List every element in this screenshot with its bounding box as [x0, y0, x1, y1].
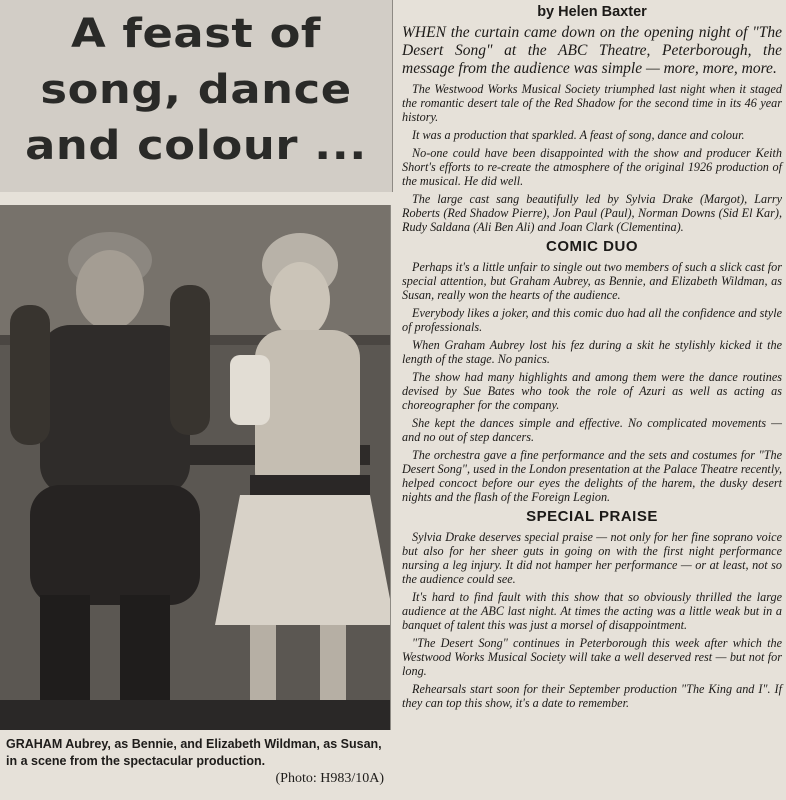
article-paragraph: It was a production that sparkled. A feast of song, dance and colour.	[412, 128, 745, 142]
photo-caption	[6, 736, 384, 787]
article-paragraph: Rehearsals start soon for their September production "The King and I". If they can top this show, it's a date to remember.	[402, 682, 782, 710]
headline	[0, 6, 416, 174]
article-paragraph: She kept the dances simple and effective. No complicated movements — and no out of step dancers.	[402, 416, 782, 444]
article-paragraph: The large cast sang beautifully led by Sylvia Drake (Margot), Larry Roberts (Red Shadow Pierre), Jon Paul (Paul), Norman Downs (Sid El Kar), Rudy Saldana (Ali Ben Ali) and Joan Clark (Clementina).	[402, 192, 782, 234]
article-paragraph: Everybody likes a joker, and this comic duo had all the confidence and style of professionals.	[402, 306, 782, 334]
article-paragraph: "The Desert Song" continues in Peterborough this week after which the Westwood Works Musical Society will take a well deserved rest — but not for long.	[402, 636, 782, 678]
article-paragraph: Perhaps it's a little unfair to single out two members of such a slick cast for special attention, but Graham Aubrey, as Bennie, and Elizabeth Wildman, as Susan, really won the hearts of the audience.	[402, 260, 782, 302]
subhead-comic-duo: COMIC DUO	[546, 238, 638, 255]
article-paragraph: It's hard to find fault with this show that so obviously thrilled the large audience at the ABC last night. At times the acting was a little weak but in a banquet of talent this was just a morsel of disappointment.	[402, 590, 782, 632]
article-paragraph: The show had many highlights and among them were the dance routines devised by Sue Bates who took the role of Azuri as well as acting as choreographer for the company.	[402, 370, 782, 412]
article-paragraph: The orchestra gave a fine performance and the sets and costumes for "The Desert Song", used in the London presentation at the Palace Theatre recently, helped concoct before our eyes the delights of the harem, the dusky desert nights and the flash of the Foreign Legion.	[402, 448, 782, 504]
article-paragraph: The Westwood Works Musical Society triumphed last night when it staged the romantic desert tale of the Red Shadow for the second time in its 46 year history.	[402, 82, 782, 124]
article-paragraph: When Graham Aubrey lost his fez during a skit he stylishly kicked it the length of the stage. No panics.	[402, 338, 782, 366]
byline: by Helen Baxter	[537, 4, 647, 20]
photo-illustration	[0, 205, 390, 730]
headline-line: and colour ...	[25, 123, 367, 169]
article-paragraph: No-one could have been disappointed with the show and producer Keith Short's efforts to re-create the atmosphere of the original 1926 production of the musical. He did well.	[402, 146, 782, 188]
production-photo	[0, 205, 391, 730]
caption-text: GRAHAM Aubrey, as Bennie, and Elizabeth Wildman, as Susan, in a scene from the spectacular production.	[6, 737, 382, 768]
headline-line: A feast of	[71, 11, 321, 57]
photo-credit: (Photo: H983/10A)	[275, 771, 384, 786]
article-paragraph: Sylvia Drake deserves special praise — not only for her fine soprano voice but also for her sheer guts in going on with the first night performance nursing a leg injury. It did not hamper her performance — or at least, not so the audience could see.	[402, 530, 782, 586]
headline-line: song, dance	[40, 67, 352, 113]
lede-paragraph: WHEN the curtain came down on the opening night of "The Desert Song" at the ABC Theatre, Peterborough, the message from the audience was simple — more, more, more.	[402, 24, 782, 77]
subhead-special-praise: SPECIAL PRAISE	[526, 508, 658, 525]
headline-panel	[0, 0, 393, 192]
article-body	[402, 0, 782, 800]
